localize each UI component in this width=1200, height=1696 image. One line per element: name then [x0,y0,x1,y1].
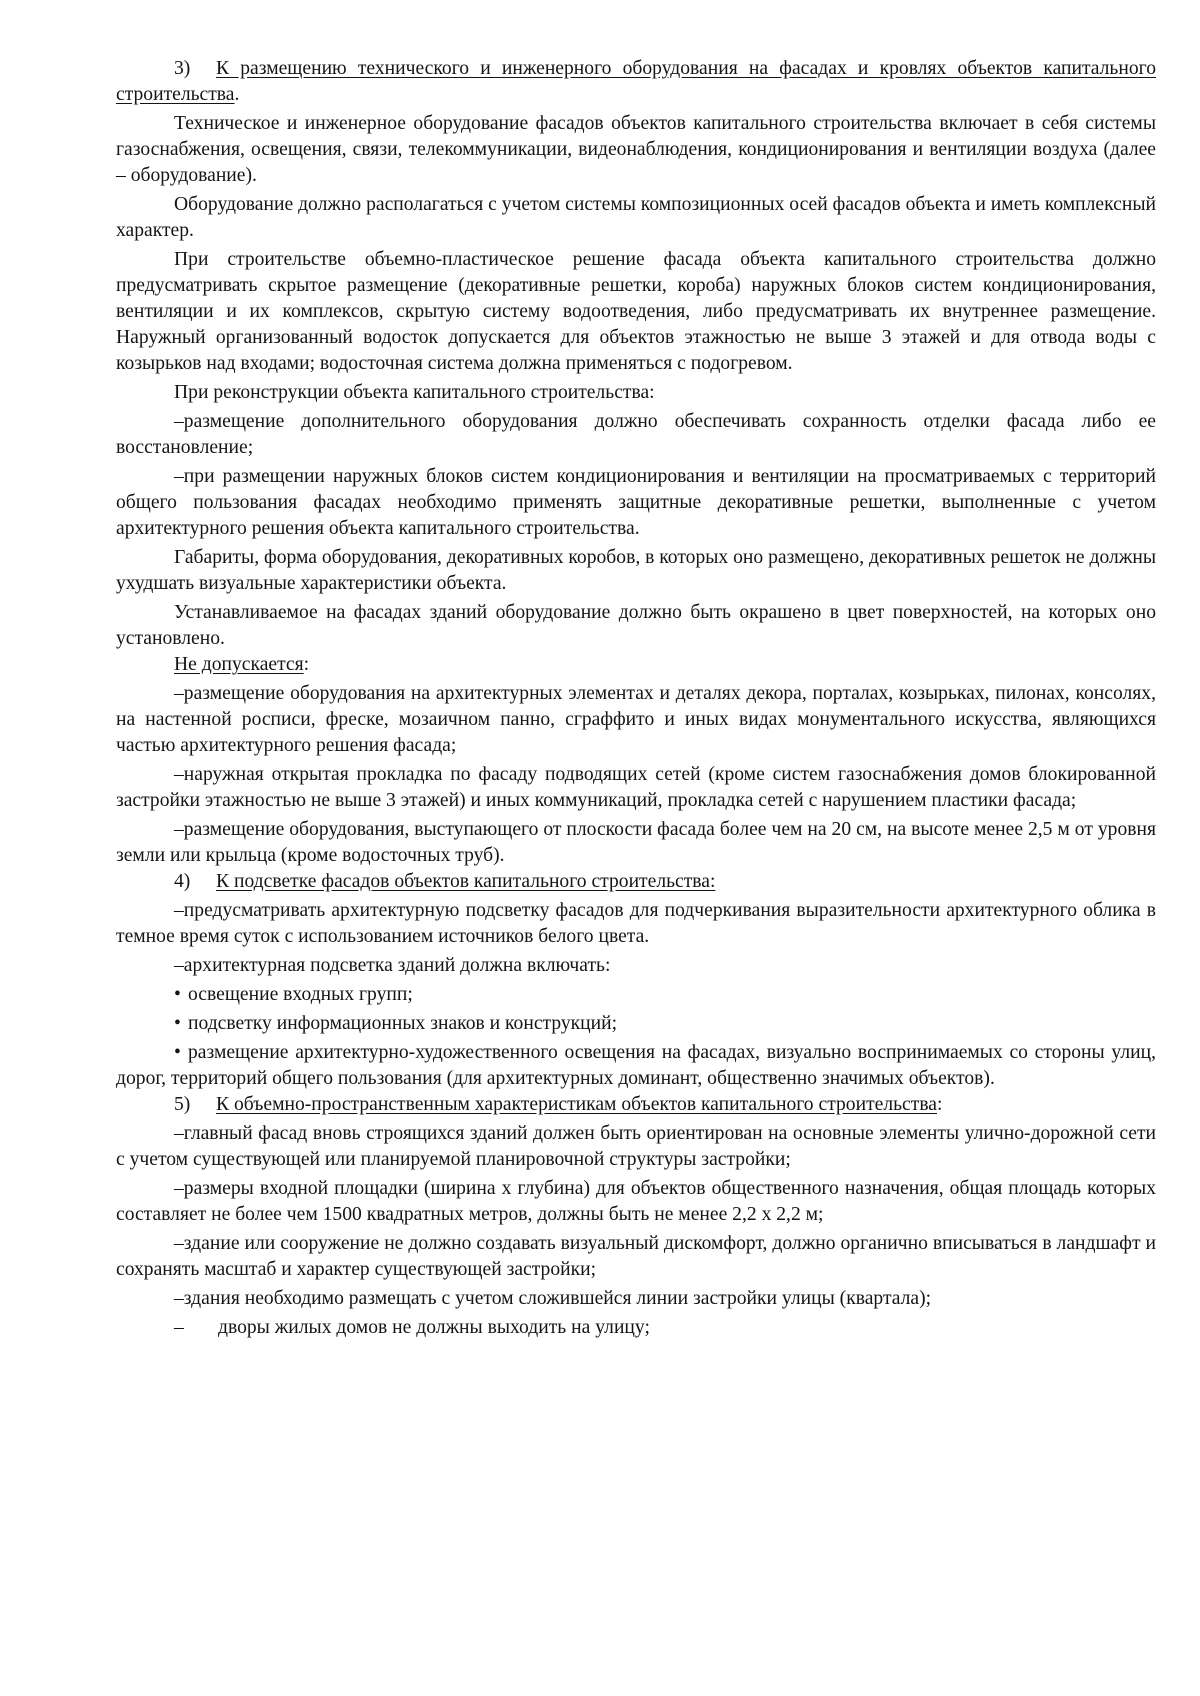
bullet-icon: • [174,1013,181,1034]
paragraph: Габариты, форма оборудования, декоративных коробов, в которых оно размещено, декоративных решеток не должны ухудшать визуальные характеристики объекта. [116,547,1156,594]
document-page [116,56,1156,1341]
list-item [116,1315,1156,1341]
list-item: –архитектурная подсветка зданий должна включать: [174,955,611,976]
paragraph: При реконструкции объекта капитального строительства: [174,382,655,403]
section-5-heading [116,1092,1156,1118]
paragraph: Оборудование должно располагаться с учетом системы композиционных осей фасадов объекта и иметь комплексный характер. [116,194,1156,241]
section-3-heading-text: К размещению технического и инженерного оборудования на фасадах и кровлях объектов капитального строительства [116,58,1156,105]
bullet-item [116,1011,1156,1037]
bullet-item [116,982,1156,1008]
list-item: –размещение оборудования, выступающего от плоскости фасада более чем на 20 см, на высоте менее 2,5 м от уровня земли или крыльца (кроме водосточных труб). [116,819,1156,866]
paragraph: Техническое и инженерное оборудование фасадов объектов капитального строительства включает в себя системы газоснабжения, освещения, связи, телекоммуникации, видеонаблюдения, кондиционирования и вентиляции воздуха (далее – оборудование). [116,113,1156,186]
list-item: –здания необходимо размещать с учетом сложившейся линии застройки улицы (квартала); [174,1288,932,1309]
list-item: –размеры входной площадки (ширина х глубина) для объектов общественного назначения, общая площадь которых составляет не более чем 1500 квадратных метров, должны быть не менее 2,2 х 2,2 м; [116,1178,1156,1225]
bullet-text: подсветку информационных знаков и конструкций; [188,1013,618,1034]
paragraph: –размещение дополнительного оборудования должно обеспечивать сохранность отделки фасада либо ее восстановление; [116,411,1156,458]
list-item: –предусматривать архитектурную подсветку фасадов для подчеркивания выразительности архитектурного облика в темное время суток с использованием источников белого цвета. [116,900,1156,947]
not-allowed-label: Не допускается [174,654,304,675]
section-4-heading-text: К подсветке фасадов объектов капитального строительства: [216,871,716,892]
paragraph: –при размещении наружных блоков систем кондиционирования и вентиляции на просматриваемых с территорий общего пользования фасадах необходимо применять защитные декоративные решетки, выполненные с учетом архитектурного решения объекта капитального строительства. [116,466,1156,539]
not-allowed-heading [116,652,1156,678]
list-item: –главный фасад вновь строящихся зданий должен быть ориентирован на основные элементы улично-дорожной сети с учетом существующей или планируемой планировочной структуры застройки; [116,1123,1156,1170]
bullet-text: освещение входных групп; [188,984,413,1005]
list-item: –наружная открытая прокладка по фасаду подводящих сетей (кроме систем газоснабжения домов блокированной застройки этажностью не выше 3 этажей) и иных коммуникаций, прокладка сетей с нарушением пластики фасада; [116,764,1156,811]
list-item-text: дворы жилых домов не должны выходить на улицу; [218,1317,650,1338]
bullet-icon: • [174,984,181,1005]
section-5-heading-end: : [937,1094,943,1115]
section-4-number: 4) [174,871,191,892]
bullet-icon: • [174,1042,181,1063]
section-3-number: 3) [174,58,191,79]
section-4-heading [116,869,1156,895]
not-allowed-colon: : [303,654,310,675]
list-item: –здание или сооружение не должно создавать визуальный дискомфорт, должно органично вписываться в ландшафт и сохранять масштаб и характер существующей застройки; [116,1233,1156,1280]
bullet-item [116,1040,1156,1092]
section-3-heading-end: . [234,84,240,105]
paragraph: Устанавливаемое на фасадах зданий оборудование должно быть окрашено в цвет поверхностей, на которых оно установлено. [116,602,1156,649]
paragraph: При строительстве объемно-пластическое решение фасада объекта капитального строительства должно предусматривать скрытое размещение (декоративные решетки, короба) наружных блоков систем кондиционирования, вентиляции и их комплексов, скрытую систему водоотведения, либо предусматривать их внутреннее размещение. Наружный организованный водосток допускается для объектов этажностью не выше 3 этажей и для отвода воды с козырьков над входами; водосточная система должна применяться с подогревом. [116,249,1156,374]
list-item: –размещение оборудования на архитектурных элементах и деталях декора, порталах, козырьках, пилонах, консолях, на настенной росписи, фреске, мозаичном панно, сграффито и иных видах монументального искусства, являющихся частью архитектурного решения фасада; [116,683,1156,756]
bullet-text: размещение архитектурно-художественного освещения на фасадах, визуально воспринимаемых со стороны улиц, дорог, территорий общего пользования (для архитектурных доминант, общественно значимых объектов). [116,1042,1156,1089]
section-3-heading [116,56,1156,108]
list-dash: – [174,1317,184,1338]
section-5-heading-text: К объемно-пространственным характеристикам объектов капитального строительства [216,1094,938,1115]
section-5-number: 5) [174,1094,191,1115]
